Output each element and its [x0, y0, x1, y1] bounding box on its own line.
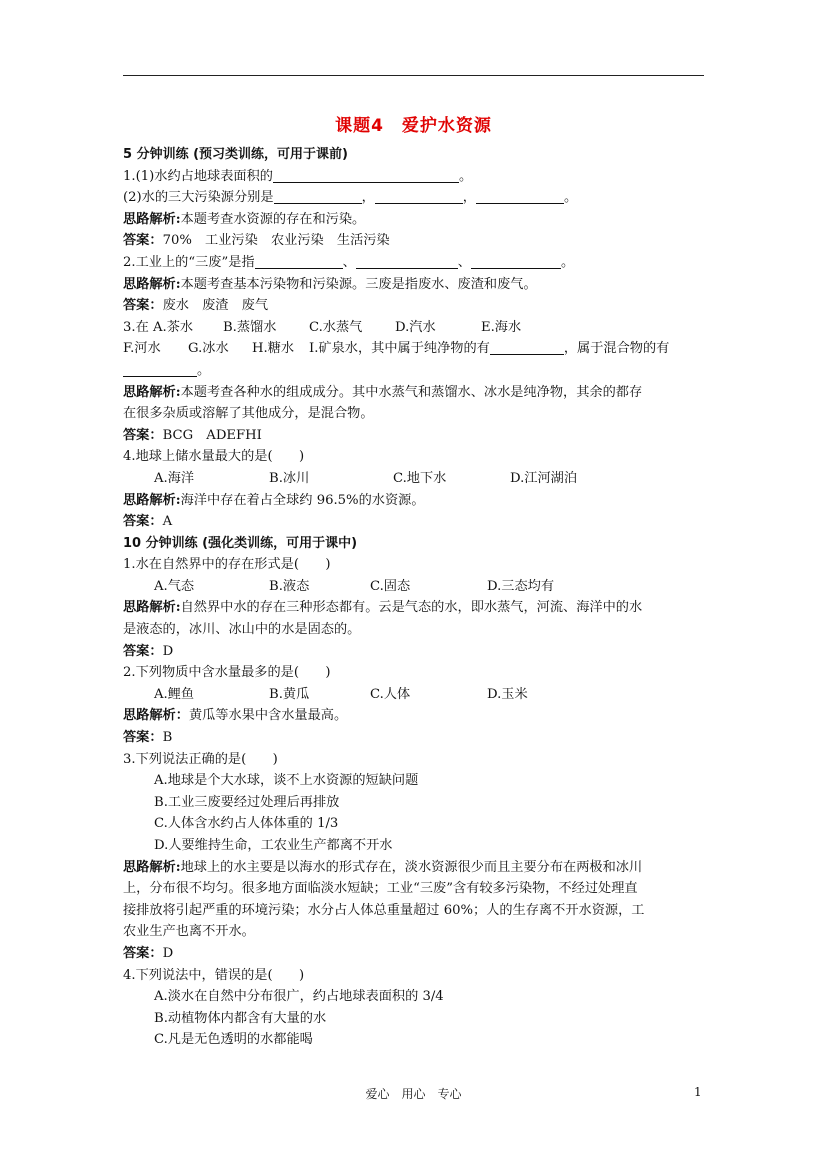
answer-line: 答案：B — [123, 730, 173, 746]
page-number: 1 — [694, 1085, 702, 1099]
header-rule — [123, 75, 704, 76]
analysis-line: 思路解析：黄瓜等水果中含水量最高。 — [123, 708, 348, 724]
answer-line: 答案：70% 工业污染 农业污染 生活污染 — [123, 233, 390, 249]
answer-line: 答案：D — [123, 945, 174, 961]
answer-line: 答案：D — [123, 643, 174, 659]
analysis-line: 接排放将引起严重的环境污染；水分占人体总重量超过 60%；人的生存离不开水资源，工 — [123, 902, 645, 918]
option-a: A.茶水 — [152, 319, 194, 335]
analysis-line: 农业生产也离不开水。 — [123, 924, 255, 940]
document-body — [123, 144, 708, 1051]
option-d: D.江河湖泊 — [510, 470, 578, 486]
analysis-line: 思路解析:自然界中水的存在三种形态都有。云是气态的水，即水蒸气，河流、海洋中的水 — [123, 600, 643, 616]
answer-blank[interactable] — [273, 168, 459, 183]
option-c: C.人体 — [370, 686, 411, 702]
option-b: B.液态 — [269, 578, 310, 594]
analysis-line: 在很多杂质或溶解了其他成分，是混合物。 — [123, 406, 374, 422]
analysis-line: 思路解析:本题考查基本污染物和污染源。三废是指废水、废渣和废气。 — [123, 276, 537, 292]
option-line: A.地球是个大水球，谈不上水资源的短缺问题 — [154, 773, 419, 789]
option-e: E.海水 — [480, 319, 522, 335]
answer-line: 答案：废水 废渣 废气 — [123, 298, 269, 314]
option-d: D.玉米 — [487, 686, 528, 702]
option-f: F.河水 — [123, 341, 161, 357]
answer-blank[interactable] — [490, 340, 564, 355]
option-b: B.黄瓜 — [269, 686, 310, 702]
analysis-line: 思路解析:海洋中存在着占全球约 96.5%的水资源。 — [123, 492, 425, 508]
option-line: A.淡水在自然中分布很广，约占地球表面积的 3/4 — [154, 989, 444, 1005]
option-c: C.固态 — [370, 578, 411, 594]
answer-blank[interactable] — [274, 189, 362, 204]
option-line: B.动植物体内都含有大量的水 — [154, 1010, 327, 1026]
answer-blank[interactable] — [476, 189, 564, 204]
section-heading: 10 分钟训练 (强化类训练，可用于课中) — [123, 535, 358, 551]
option-g: G.冰水 — [188, 341, 229, 357]
option-line: C.人体含水约占人体体重的 1/3 — [154, 816, 339, 832]
option-line: B.工业三废要经过处理后再排放 — [154, 794, 340, 810]
answer-blank[interactable] — [356, 254, 458, 269]
options-line — [123, 684, 708, 706]
answer-blank[interactable] — [255, 254, 343, 269]
question-line: 。 — [123, 360, 708, 382]
answer-blank[interactable] — [375, 189, 463, 204]
option-a: A.海洋 — [154, 470, 195, 486]
analysis-line: 思路解析:本题考查水资源的存在和污染。 — [123, 211, 366, 227]
question-line: F.河水 G.冰水 H.糖水 I.矿泉水，其中属于纯净物的有 ，属于混合物的有 — [123, 338, 708, 360]
analysis-line: 思路解析:地球上的水主要是以海水的形式存在，淡水资源很少而且主要分布在两极和冰川 — [123, 859, 643, 875]
option-line: D.人要维持生命，工农业生产都离不开水 — [154, 838, 393, 853]
option-d: D.三态均有 — [487, 578, 555, 594]
question-line: 1.水在自然界中的存在形式是( ) — [123, 557, 331, 573]
question-line: 4.地球上储水量最大的是( ) — [123, 449, 305, 465]
option-a: A.气态 — [154, 578, 195, 594]
option-b: B.冰川 — [269, 470, 310, 486]
options-line — [123, 468, 708, 490]
analysis-line: 上，分布很不均匀。很多地方面临淡水短缺；工业“三废”含有较多污染物，不经过处理直 — [123, 881, 638, 897]
option-a: A.鲤鱼 — [154, 686, 195, 702]
analysis-line: 是液态的，冰川、冰山中的水是固态的。 — [123, 622, 361, 638]
question-line: 3.在 A.茶水 B.蒸馏水 C.水蒸气 D.汽水 E.海水 — [123, 317, 708, 339]
question-line: 2.工业上的“三废”是指 、 、 。 — [123, 254, 575, 270]
question-line: (2)水的三大污染源分别是 ， ， 。 — [123, 190, 578, 206]
question-line: 2.下列物质中含水量最多的是( ) — [123, 665, 331, 681]
option-b: B.蒸馏水 — [222, 319, 277, 335]
option-h: H.糖水 — [252, 341, 295, 357]
option-c: C.水蒸气 — [308, 319, 363, 335]
answer-line: 答案：BCG ADEFHI — [123, 427, 262, 443]
answer-blank[interactable] — [471, 254, 561, 269]
option-line: C.凡是无色透明的水都能喝 — [154, 1032, 313, 1048]
options-line — [123, 576, 708, 598]
option-c: C.地下水 — [393, 470, 447, 486]
question-line: 1.(1)水约占地球表面积的 。 — [123, 168, 473, 184]
page-title: 课题4 爱护水资源 — [335, 116, 492, 136]
answer-blank[interactable] — [123, 362, 197, 377]
option-d: D.汽水 — [394, 319, 436, 335]
question-line: 4.下列说法中，错误的是( ) — [123, 967, 305, 983]
analysis-line: 思路解析:本题考查各种水的组成成分。其中水蒸气和蒸馏水、冰水是纯净物，其余的都存 — [123, 384, 643, 400]
footer-motto: 爱心 用心 专心 — [365, 1087, 462, 1101]
answer-line: 答案：A — [123, 514, 173, 530]
question-line: 3.下列说法正确的是( ) — [123, 751, 278, 767]
section-heading: 5 分钟训练 (预习类训练，可用于课前) — [123, 147, 348, 162]
